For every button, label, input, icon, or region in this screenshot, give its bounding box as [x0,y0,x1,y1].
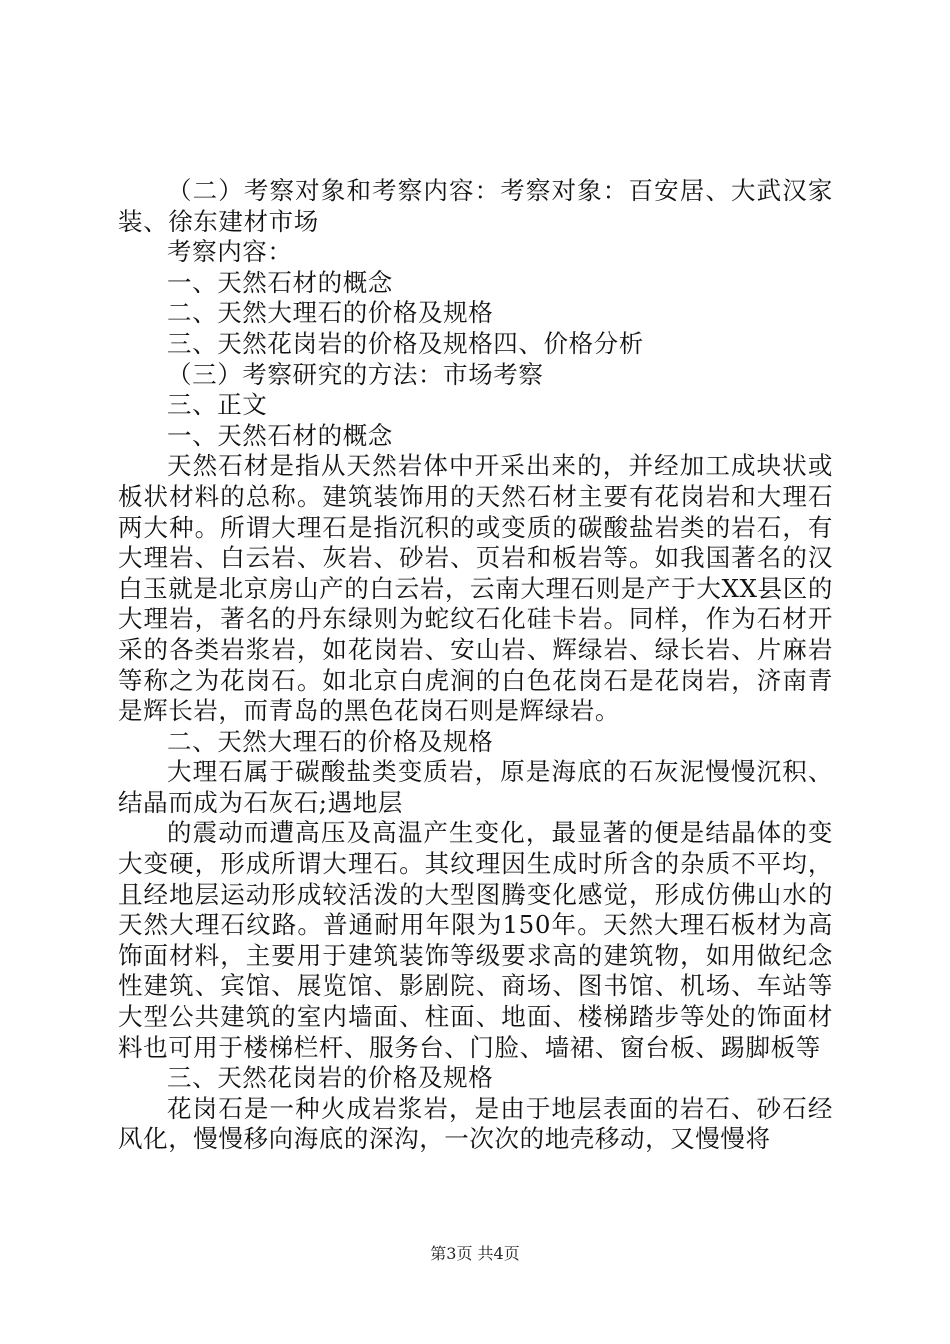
section-heading-main-text: 三、正文 [167,390,268,420]
list-item-stone-concept: 一、天然石材的概念 [167,267,393,297]
paragraph-stone-definition: 天然石材是指从天然岩体中开采出来的，并经加工成块状或板状材料的总称。建筑装饰用的天然石材主要有花岗岩和大理石两大种。所谓大理石是指沉积的或变质的碳酸盐岩类的岩石，有大理岩、白云岩、灰岩、砂岩、页岩和板岩等。如我国著名的汉白玉就是北京房山产的白云岩，云南大理石则是产于大XX县区的大理岩，著名的丹东绿则为蛇纹石化硅卡岩。同样，作为石材开采的各类岩浆岩，如花岗岩、安山岩、辉绿岩、绿长岩、片麻岩等称之为花岗石。如北京白虎涧的白色花岗石是花岗岩，济南青是辉长岩，而青岛的黑色花岗石则是辉绿岩。 [118,451,833,726]
page-footer [0,1244,950,1264]
paragraph-research-method: （三）考察研究的方法：市场考察 [167,359,544,389]
subsection-heading-stone-concept: 一、天然石材的概念 [167,420,393,450]
paragraph-marble-origin: 大理石属于碳酸盐类变质岩，原是海底的石灰泥慢慢沉积、结晶而成为石灰石;遇地层 [118,757,833,817]
paragraph-granite-origin: 花岗石是一种火成岩浆岩，是由于地层表面的岩石、砂石经风化，慢慢移向海底的深沟，一次次的地壳移动，又慢慢将 [118,1093,833,1154]
paragraph-marble-properties: 的震动而遭高压及高温产生变化，最显著的便是结晶体的变大变硬，形成所谓大理石。其纹理因生成时所含的杂质不平均，且经地层运动形成较活泼的大型图腾变化感觉，形成仿佛山水的天然大理石纹路。普通耐用年限为150年。天然大理石板材为高饰面材料，主要用于建筑装饰等级要求高的建筑物，如用做纪念性建筑、宾馆、展览馆、影剧院、商场、图书馆、机场、车站等大型公共建筑的室内墙面、柱面、地面、楼梯踏步等处的饰面材料也可用于楼梯栏杆、服务台、门脸、墙裙、窗台板、踢脚板等 [118,818,833,1062]
paragraph-investigation-targets: （二）考察对象和考察内容：考察对象：百安居、大武汉家装、徐东建材市场 [118,176,833,236]
paragraph-investigation-content-heading: 考察内容： [167,237,293,267]
subsection-heading-marble: 二、天然大理石的价格及规格 [167,726,494,756]
document-body [118,176,833,1155]
list-item-marble-price: 二、天然大理石的价格及规格 [167,298,494,328]
list-item-granite-price: 三、天然花岗岩的价格及规格四、价格分析 [167,328,644,358]
page-indicator: 第3页 共4页 [430,1244,520,1263]
subsection-heading-granite: 三、天然花岗岩的价格及规格 [167,1063,494,1093]
